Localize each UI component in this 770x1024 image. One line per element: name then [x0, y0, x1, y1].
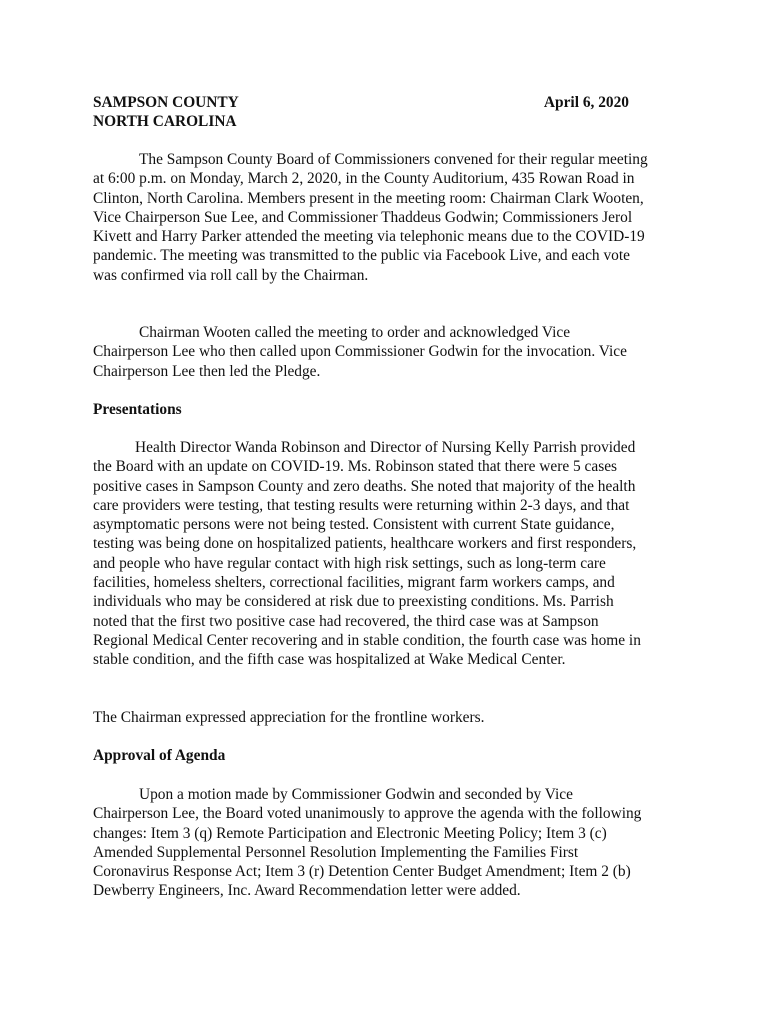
- agenda-heading: Approval of Agenda: [93, 747, 226, 764]
- presentations-heading: Presentations: [93, 401, 182, 418]
- document-header: [93, 93, 633, 132]
- state-name: NORTH CAROLINA: [93, 113, 237, 131]
- appreciation-paragraph: The Chairman expressed appreciation for the frontline workers.: [93, 709, 485, 726]
- intro-paragraph: The Sampson County Board of Commissioners convened for their regular meeting at 6:00 p.m. on Monday, March 2, 2020, in the County Auditorium, 435 Rowan Road in Clinton, North Carolina. Members present in the meeting room: Chairman Clark Wooten, Vice Chairperson Sue Lee, and Commissioner Thaddeus Godwin; Commissioners Jerol Kivett and Harry Parker attended the meeting via telephonic means due to the COVID-19 pandemic. The meeting was transmitted to the public via Facebook Live, and each vote was confirmed via roll call by the Chairman.: [93, 151, 648, 284]
- presentations-paragraph: Health Director Wanda Robinson and Director of Nursing Kelly Parrish provided the Board with an update on COVID-19. Ms. Robinson stated that there were 5 cases positive cases in Sampson County and zero deaths. She noted that majority of the health care providers were testing, that testing results were returning within 2-3 days, and that asymptomatic persons were not being tested. Consistent with current State guidance, testing was being done on hospitalized patients, healthcare workers and first responders, and people who have regular contact with high risk settings, such as long-term care facilities, homeless shelters, correctional facilities, migrant farm workers camps, and individuals who may be considered at risk due to preexisting conditions. Ms. Parrish noted that the first two positive case had recovered, the third case was at Sampson Regional Medical Center recovering and in stable condition, the fourth case was home in stable condition, and the fifth case was hospitalized at Wake Medical Center.: [93, 439, 641, 669]
- agenda-paragraph: Upon a motion made by Commissioner Godwin and seconded by Vice Chairperson Lee, the Board voted unanimously to approve the agenda with the following changes: Item 3 (q) Remote Participation and Electronic Meeting Policy; Item 3 (c) Amended Supplemental Personnel Resolution Implementing the Families First Coronavirus Response Act; Item 3 (r) Detention Center Budget Amendment; Item 2 (b) Dewberry Engineers, Inc. Award Recommendation letter were added.: [93, 786, 642, 900]
- county-name: SAMPSON COUNTY: [93, 94, 239, 111]
- meeting-date: April 6, 2020: [543, 94, 629, 111]
- call-to-order-paragraph: Chairman Wooten called the meeting to order and acknowledged Vice Chairperson Lee who then called upon Commissioner Godwin for the invocation. Vice Chairperson Lee then led the Pledge.: [93, 324, 627, 380]
